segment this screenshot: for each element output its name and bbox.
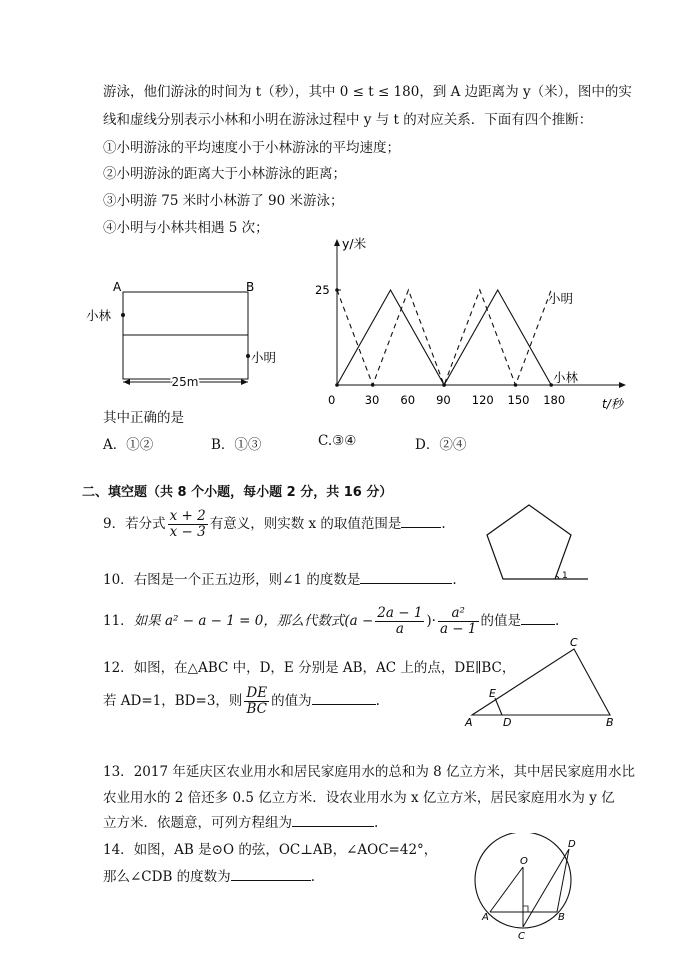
x-tick-label: 90	[436, 393, 451, 407]
data-point	[335, 288, 339, 292]
q12-fraction	[244, 686, 269, 717]
q8-intro-line2: 线和虚线分别表示小林和小明在游泳过程中 y 与 t 的对应关系．下面有四个推断：	[103, 112, 593, 128]
q13-line2: 农业用水的 2 倍还多 0.5 亿立方米．设农业用水为 x 亿立方米，居民家庭用水为 y 亿	[103, 790, 615, 806]
pool-width-label: 25m	[171, 375, 199, 388]
tri-label-b: B	[606, 716, 614, 729]
q11-expr-mid: )·	[426, 613, 436, 629]
pool-diagram	[80, 278, 290, 388]
q11-answer-blank	[521, 610, 555, 625]
tri-label-a: A	[465, 716, 473, 729]
series-line-xiaoming	[337, 290, 551, 385]
q14-text-line2: 那么∠CDB 的度数为	[103, 869, 231, 885]
data-point	[514, 383, 518, 387]
q11-expr-open: (a −	[344, 613, 374, 629]
q11-fraction-1	[375, 606, 424, 637]
q8-statement-4: ④小明与小林共相遇 5 次；	[103, 220, 269, 236]
x-tick-label: 60	[400, 393, 416, 407]
q8-option-c: C.③④	[318, 433, 357, 449]
yt-graph	[300, 232, 640, 412]
dimension-arrow-left	[123, 379, 130, 385]
q14-line1	[103, 838, 437, 858]
q8-option-b: B．①③	[211, 437, 262, 453]
q8-question: 其中正确的是	[103, 410, 184, 426]
q14-text-line1: 如图，AB 是⊙O 的弦，OC⊥AB，∠AOC=42°，	[133, 842, 438, 858]
q11-pre: 如果 a² − a − 1 = 0，那么代数式	[133, 613, 345, 629]
q12-line1	[103, 656, 515, 676]
data-point	[335, 383, 339, 387]
q10-number: 10．	[103, 572, 134, 588]
data-point	[442, 383, 446, 387]
q9-post: 有意义，则实数 x 的取值范围是	[209, 516, 402, 532]
tri-label-c: C	[570, 636, 578, 649]
q13-answer-blank	[292, 812, 374, 827]
q13-text-line1: 2017 年延庆区农业用水和居民家庭用水的总和为 8 亿立方米，其中居民家庭用水比	[133, 764, 636, 780]
q13-text-line3: 立方米．依题意，可列方程组为	[103, 815, 292, 831]
q12-frac-num: DE	[246, 685, 268, 701]
q11-f1-den: a	[395, 621, 404, 637]
q12-number: 12．	[103, 660, 134, 676]
q11-end: .	[555, 613, 560, 629]
series-line-xiaolin	[337, 290, 551, 385]
angle-1-label: 1	[562, 571, 568, 581]
y-axis-label: y/米	[342, 236, 367, 251]
q13-line3	[103, 811, 378, 831]
q8-statement-1: ①小明游泳的平均速度小于小林游泳的平均速度；	[103, 140, 400, 156]
question-10	[103, 568, 457, 588]
circle-label-c: C	[518, 931, 525, 942]
q11-post: 的值是	[480, 613, 522, 629]
y-tick-label: 25	[315, 283, 330, 297]
q13-number: 13．	[103, 764, 134, 780]
q12-text-line1: 如图，在△ABC 中，D，E 分别是 AB，AC 上的点，DE∥BC，	[133, 660, 516, 676]
q14-answer-blank	[231, 866, 311, 881]
pool-corner-a: A	[113, 280, 122, 294]
pool-label-xiaolin: 小林	[86, 308, 112, 323]
circle-label-d: D	[568, 839, 576, 850]
q8-statement-2: ②小明游泳的距离大于小林游泳的距离；	[103, 166, 346, 182]
circle-figure	[470, 833, 590, 943]
x-axis-label: t/秒	[602, 397, 623, 411]
pool-corner-b: B	[246, 280, 255, 294]
q9-answer-blank	[401, 513, 441, 528]
circle-label-b: B	[558, 912, 565, 923]
q8-option-a: A．①②	[103, 437, 154, 453]
q9-fraction	[168, 509, 208, 540]
q14-line2	[103, 865, 315, 885]
q11-number: 11．	[103, 613, 134, 629]
q14-end: .	[310, 869, 315, 885]
x-tick-label: 0	[328, 393, 336, 407]
q11-f2-den: a − 1	[439, 621, 477, 637]
triangle-figure	[458, 635, 628, 730]
q13-line1	[103, 760, 635, 780]
pentagon-figure	[478, 500, 593, 586]
q9-number: 9．	[103, 516, 126, 532]
q11-f2-num: a²	[438, 606, 479, 622]
dimension-arrow-right	[241, 379, 248, 385]
xiaolin-dot	[121, 313, 125, 317]
segment-de	[495, 698, 502, 715]
q9-frac-den: x − 3	[169, 524, 206, 540]
q10-text: 右图是一个正五边形，则∠1 的度数是	[133, 572, 361, 588]
question-9	[103, 509, 446, 540]
q13-end: .	[374, 815, 379, 831]
x-tick-label: 120	[471, 393, 494, 407]
right-angle-mark	[523, 906, 528, 912]
q12-frac-den: BC	[246, 701, 268, 717]
section-2-title: 二、填空题（共 8 个小题，每小题 2 分，共 16 分）	[82, 485, 393, 500]
q11-f1-num: 2a − 1	[377, 605, 423, 621]
tri-label-e: E	[489, 687, 496, 700]
x-tick-label: 30	[364, 393, 380, 407]
circle-label-o: O	[520, 856, 528, 867]
q10-end: .	[452, 572, 457, 588]
q8-statement-3: ③小明游 75 米时小林游了 90 米游泳；	[103, 193, 344, 209]
q9-end: .	[441, 516, 446, 532]
regular-pentagon	[487, 505, 571, 579]
series-label-xiaoming: 小明	[548, 291, 574, 306]
q12-answer-blank	[312, 690, 376, 705]
segment-oa	[490, 867, 523, 912]
q10-answer-blank	[360, 569, 452, 584]
x-tick-label: 180	[543, 393, 566, 407]
x-tick-label: 150	[507, 393, 530, 407]
pool-label-xiaoming: 小明	[251, 350, 277, 365]
data-point	[371, 383, 375, 387]
question-11	[103, 606, 559, 637]
circle-label-a: A	[482, 912, 489, 923]
q12-line2-post: 的值为	[271, 693, 312, 709]
q9-pre: 若分式	[125, 516, 166, 532]
q14-number: 14．	[103, 842, 134, 858]
q12-end: .	[375, 693, 380, 709]
tri-label-d: D	[503, 716, 512, 729]
q9-frac-num: x + 2	[169, 508, 206, 524]
q12-line2-pre: 若 AD=1，BD=3，则	[103, 693, 243, 709]
q8-option-d: D．②④	[415, 437, 467, 453]
series-label-xiaolin: 小林	[553, 370, 579, 385]
triangle-abc	[472, 649, 610, 715]
q12-line2	[103, 686, 380, 717]
q11-fraction-2	[438, 606, 479, 637]
xiaoming-dot	[246, 354, 250, 358]
q8-intro-line1: 游泳，他们游泳的时间为 t（秒），其中 0 ≤ t ≤ 180，到 A 边距离为 y（米），图中的实	[103, 84, 632, 100]
